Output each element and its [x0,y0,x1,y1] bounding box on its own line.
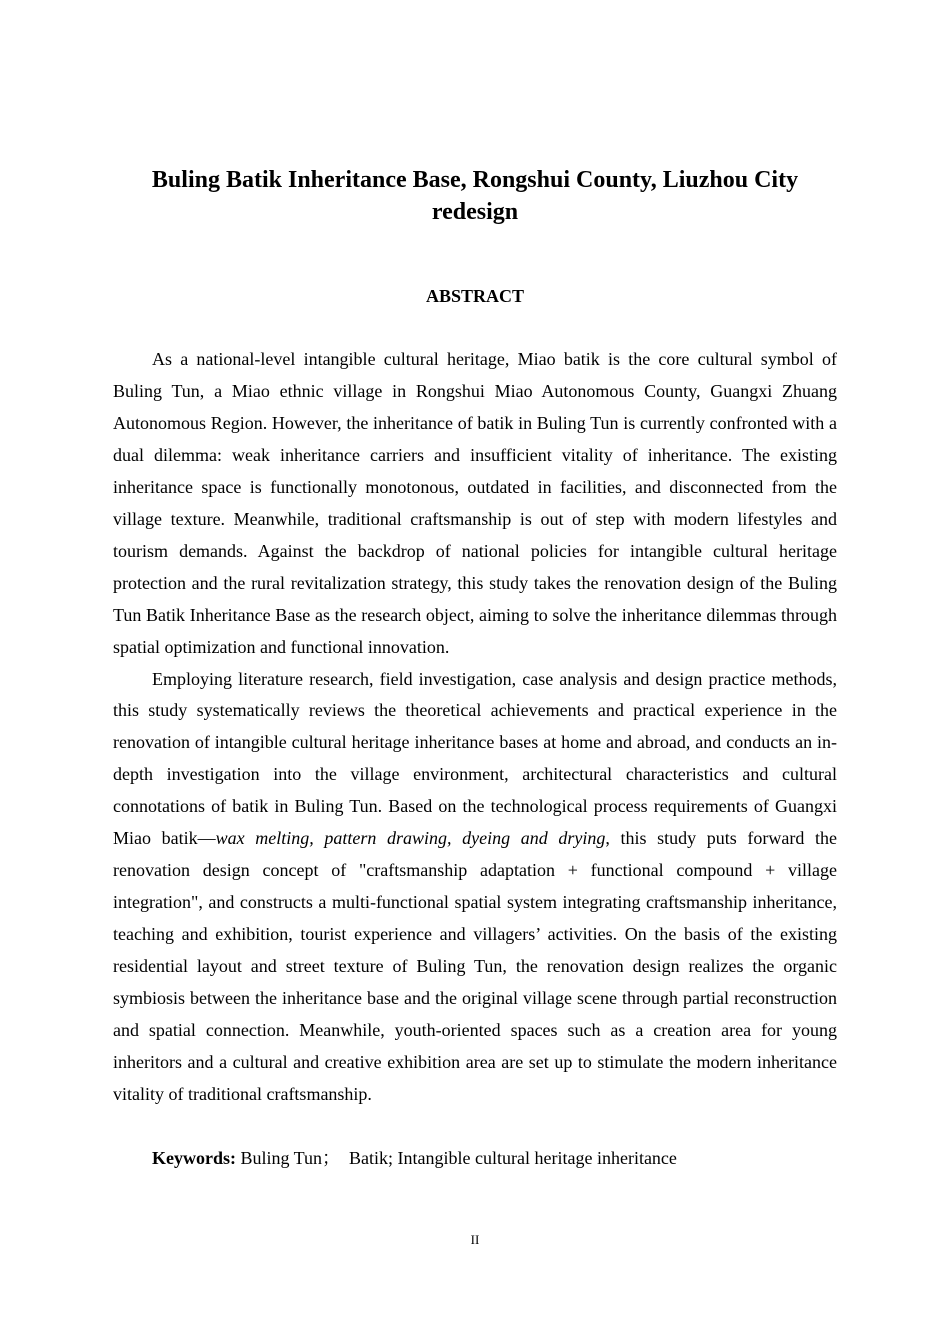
paragraph-2-text-start: Employing literature research, field investigation, case analysis and design practice methods, this study systematically reviews the theoretical achievements and practical experience in the renovation of intangible cultural heritage inheritance bases at home and abroad, and conducts an in-depth investigation into the village environment, architectural characteristics and cultural connotations of batik in Buling Tun. Based on the technological process requirements of Guangxi Miao batik— [113,668,837,849]
paragraph-2-text-end: , this study puts forward the renovation design concept of "craftsmanship adaptation + functional compound + village integration", and constructs a multi-functional spatial system integrating craftsmanship inheritance, teaching and exhibition, tourist experience and villagers’ activities. On the basis of the existing residential layout and street texture of Buling Tun, the renovation design realizes the organic symbiosis between the inheritance base and the original village scene through partial reconstruction and spatial connection. Meanwhile, youth-oriented spaces such as a creation area for young inheritors and a cultural and creative exhibition area are set up to stimulate the modern inheritance vitality of traditional craftsmanship. [113,828,837,1104]
keywords-list: Buling Tun； Batik; Intangible cultural heritage inheritance [236,1148,677,1168]
paper-title [100,164,850,228]
abstract-heading: ABSTRACT [425,286,525,306]
abstract-body [113,344,837,1111]
process-steps-italic: wax melting, pattern drawing, dyeing and drying [215,828,606,849]
title-line-2: redesign [431,199,519,225]
keywords-label: Keywords: [152,1148,236,1168]
title-line-1: Buling Batik Inheritance Base, Rongshui County, Liuzhou City [151,167,799,193]
abstract-paragraph-2 [113,664,837,1111]
keywords-line [152,1144,852,1172]
abstract-paragraph-1: As a national-level intangible cultural heritage, Miao batik is the core cultural symbol of Buling Tun, a Miao ethnic village in Rongshui Miao Autonomous County, Guangxi Zhuang Autonomous Region. However, the inheritance of batik in Buling Tun is currently confronted with a dual dilemma: weak inheritance carriers and insufficient vitality of inheritance. The existing inheritance space is functionally monotonous, outdated in facilities, and disconnected from the village texture. Meanwhile, traditional craftsmanship is out of step with modern lifestyles and tourism demands. Against the backdrop of national policies for intangible cultural heritage protection and the rural revitalization strategy, this study takes the renovation design of the Buling Tun Batik Inheritance Base as the research object, aiming to solve the inheritance dilemmas through spatial optimization and functional innovation. [113,349,837,657]
page-number: II [470,1232,480,1247]
